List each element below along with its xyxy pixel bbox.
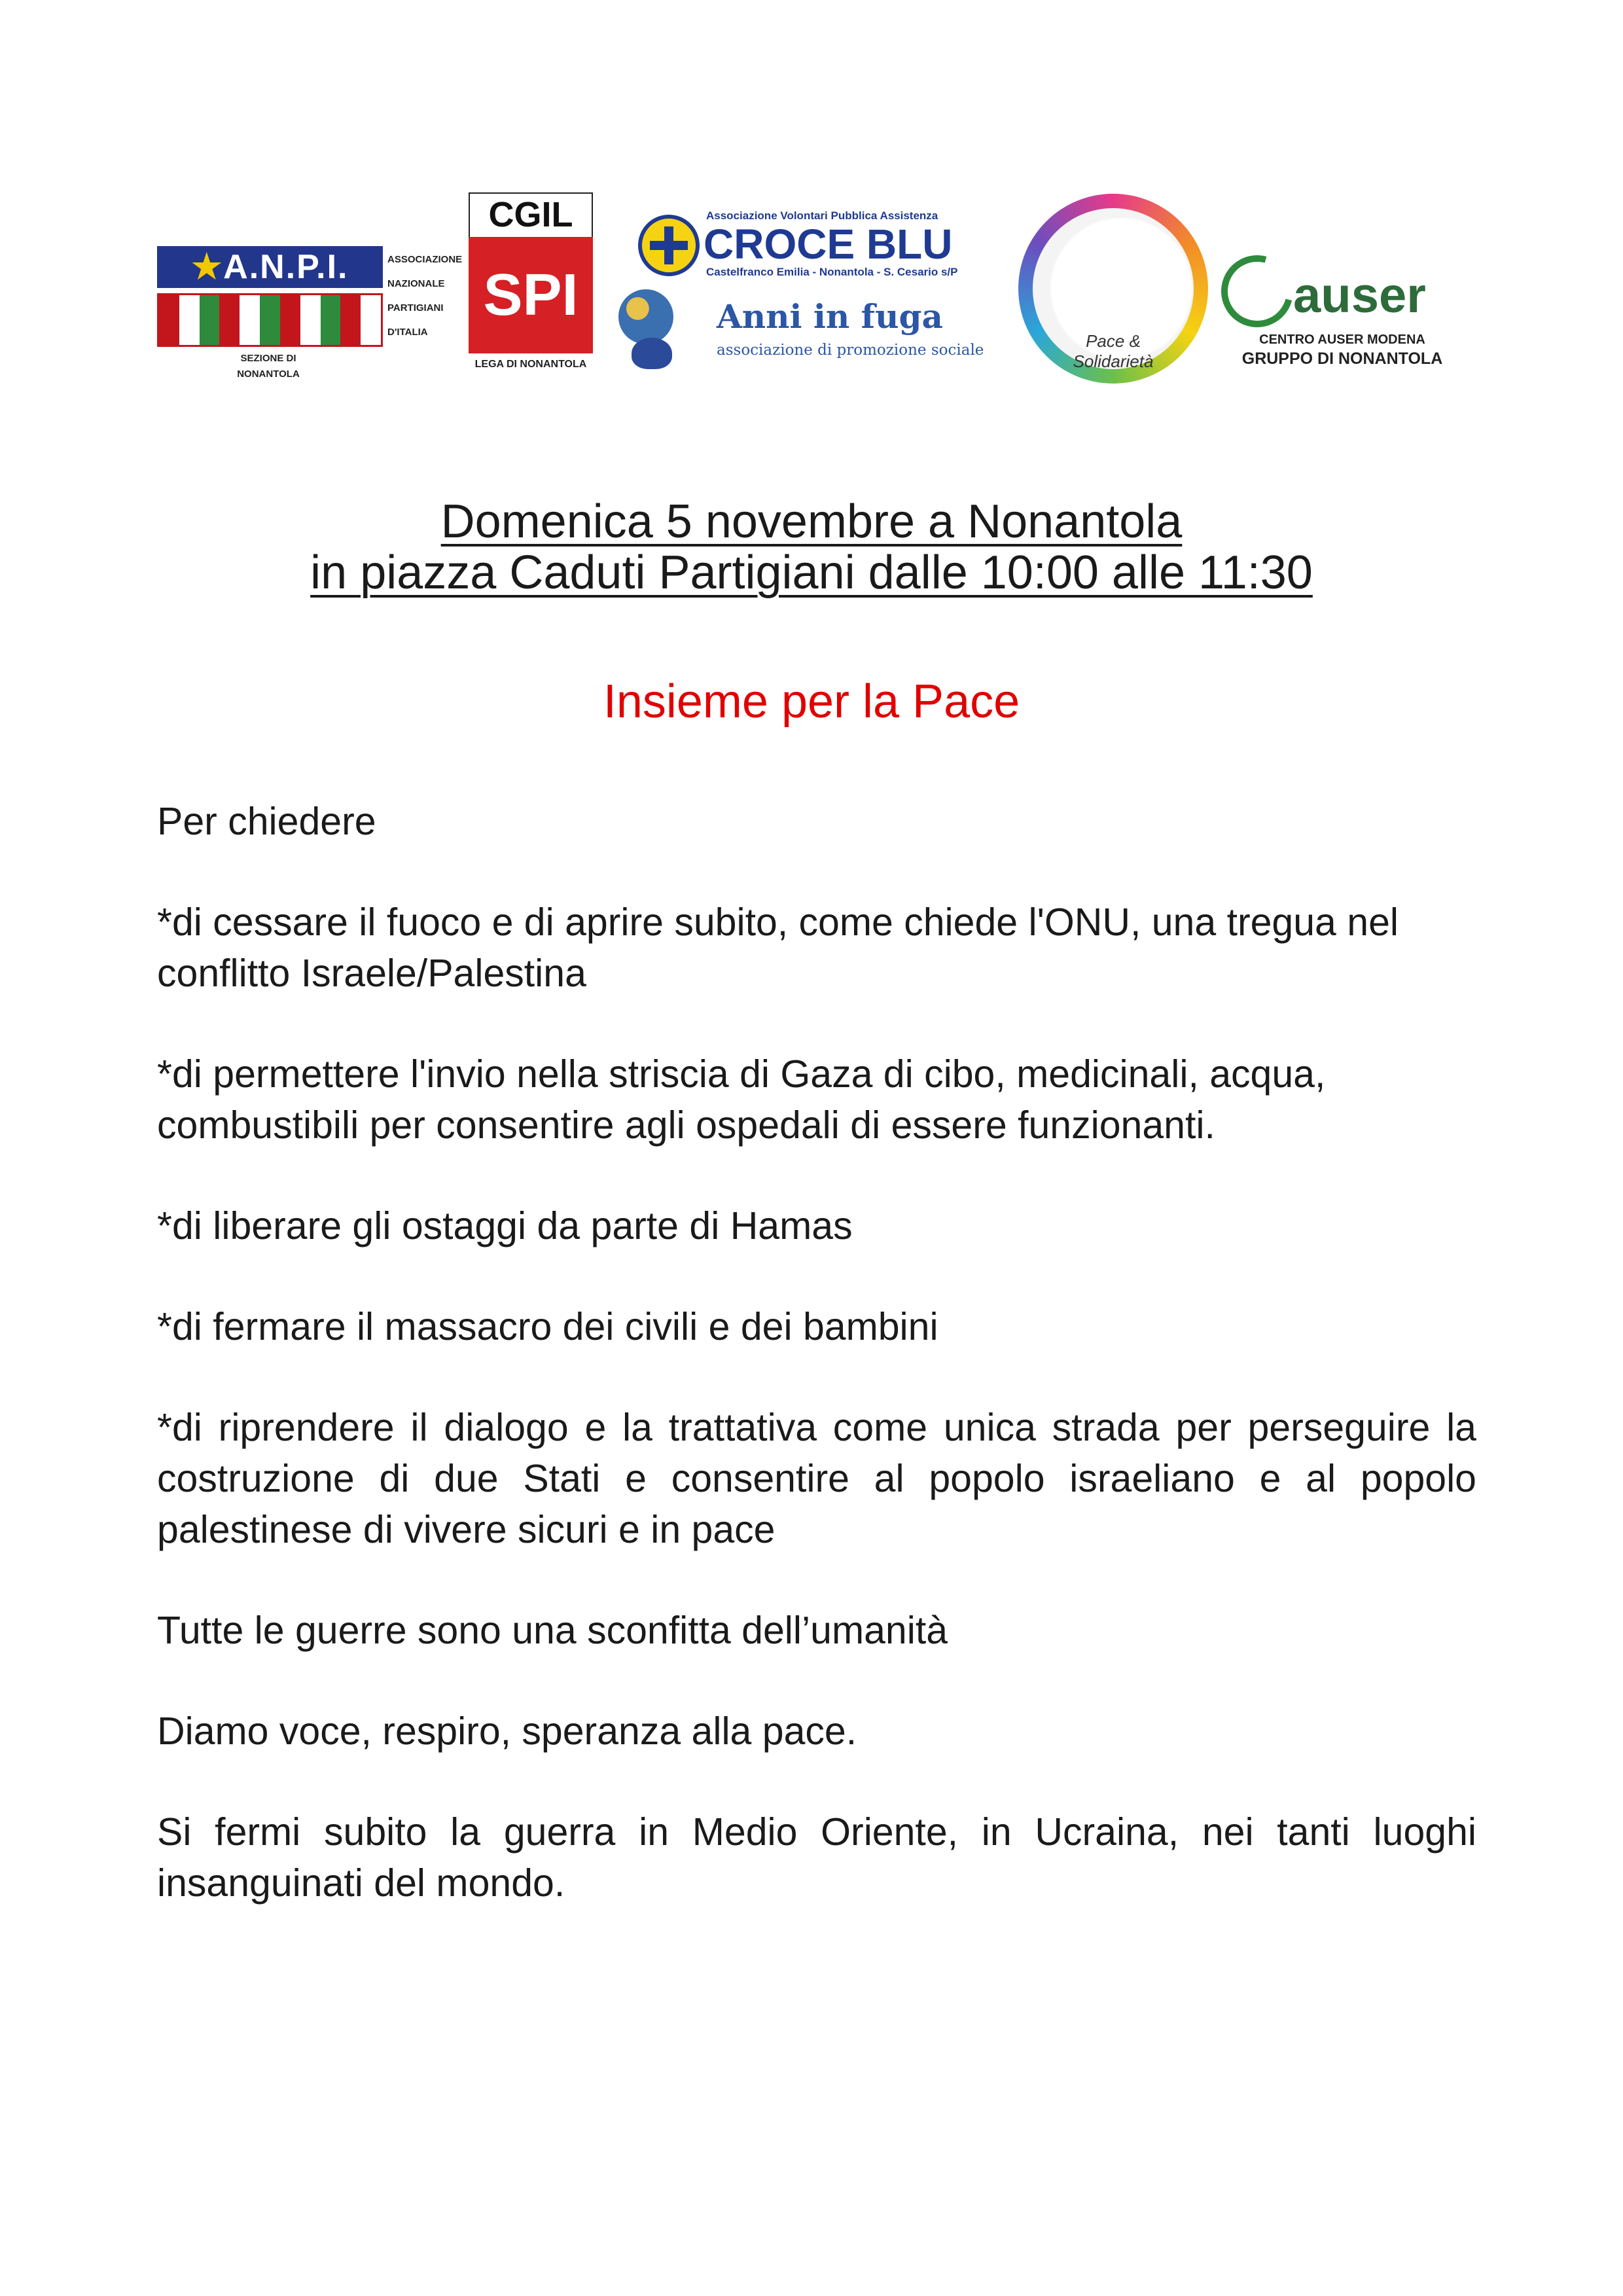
page-title: Insieme per la Pace <box>603 675 1020 728</box>
star-icon: ★ <box>191 248 224 286</box>
croce-blu-name: CROCE BLU <box>704 221 953 268</box>
logo-strip <box>0 0 1623 406</box>
italian-flag-icon <box>157 293 383 347</box>
auser-line1: CENTRO AUSER MODENA <box>1259 332 1425 347</box>
anpi-word: A.N.P.I. <box>223 248 349 286</box>
anpi-side-line: ASSOCIAZIONE <box>387 254 463 265</box>
croce-blu-tagline: Associazione Volontari Pubblica Assistenza <box>706 209 938 222</box>
intro-paragraph: Per chiedere <box>157 800 376 843</box>
spi-wordmark: SPI <box>469 237 593 353</box>
pace-label: Pace & Solidarietà <box>1073 331 1154 371</box>
auser-line2: GRUPPO DI NONANTOLA <box>1241 350 1443 368</box>
globe-icon <box>618 289 673 344</box>
anpi-side-line: PARTIGIANI <box>387 302 444 314</box>
anni-in-fuga-subtitle: associazione di promozione sociale <box>717 342 984 359</box>
auser-logo <box>1221 255 1463 380</box>
anpi-section-line: SEZIONE DI <box>240 353 296 364</box>
anni-in-fuga-name: Anni in fuga <box>717 297 943 336</box>
anpi-side-line: NAZIONALE <box>387 278 445 289</box>
closing-paragraph: Tutte le guerre sono una sconfitta dell’umanità <box>157 1609 948 1652</box>
auser-name: auser <box>1293 268 1426 323</box>
closing-paragraph: Si fermi subito la guerra in Medio Oriente, in Ucraina, nei tanti luoghi insanguinati del mondo. <box>157 1810 1476 1905</box>
cgil-subtitle: LEGA DI NONANTOLA <box>474 359 587 370</box>
cross-icon <box>638 215 700 276</box>
cgil-wordmark: CGIL <box>469 192 593 238</box>
event-place-line: in piazza Caduti Partigiani dalle 10:00 alle 11:30 <box>310 547 1313 599</box>
anni-in-fuga-logo <box>612 281 1018 380</box>
anpi-section <box>203 351 334 382</box>
anpi-side-line: D'ITALIA <box>387 327 428 338</box>
request-paragraph: *di fermare il massacro dei civili e dei bambini <box>157 1305 938 1348</box>
anpi-logo <box>157 246 465 390</box>
request-paragraph: *di permettere l'invio nella striscia di Gaza di cibo, medicinali, acqua, combustibili per consentire agli ospedali di essere funzionanti. <box>157 1052 1326 1147</box>
anpi-side-text <box>387 247 466 344</box>
croce-blu-subtitle: Castelfranco Emilia - Nonantola - S. Cesario s/P <box>706 266 958 278</box>
croce-blu-logo <box>638 209 978 281</box>
anpi-section-line: NONANTOLA <box>237 368 300 380</box>
runner-icon <box>632 338 672 369</box>
event-date-line: Domenica 5 novembre a Nonantola <box>440 495 1183 548</box>
closing-paragraph: Diamo voce, respiro, speranza alla pace. <box>157 1710 857 1753</box>
cgil-spi-logo <box>469 192 593 379</box>
event-heading <box>0 496 1623 598</box>
pace-solidarieta-logo <box>1018 194 1215 384</box>
anpi-wordmark <box>157 246 383 288</box>
request-paragraph: *di riprendere il dialogo e la trattativa come unica strada per perseguire la costruzione di due Stati e consentire al popolo israeliano e al popolo palestinese di vivere sicuri e in pace <box>157 1406 1476 1551</box>
request-paragraph: *di liberare gli ostaggi da parte di Hamas <box>157 1204 853 1247</box>
request-paragraph: *di cessare il fuoco e di aprire subito, come chiede l'ONU, una tregua nel conflitto Israele/Palestina <box>157 901 1399 995</box>
auser-swirl-icon <box>1208 242 1306 340</box>
